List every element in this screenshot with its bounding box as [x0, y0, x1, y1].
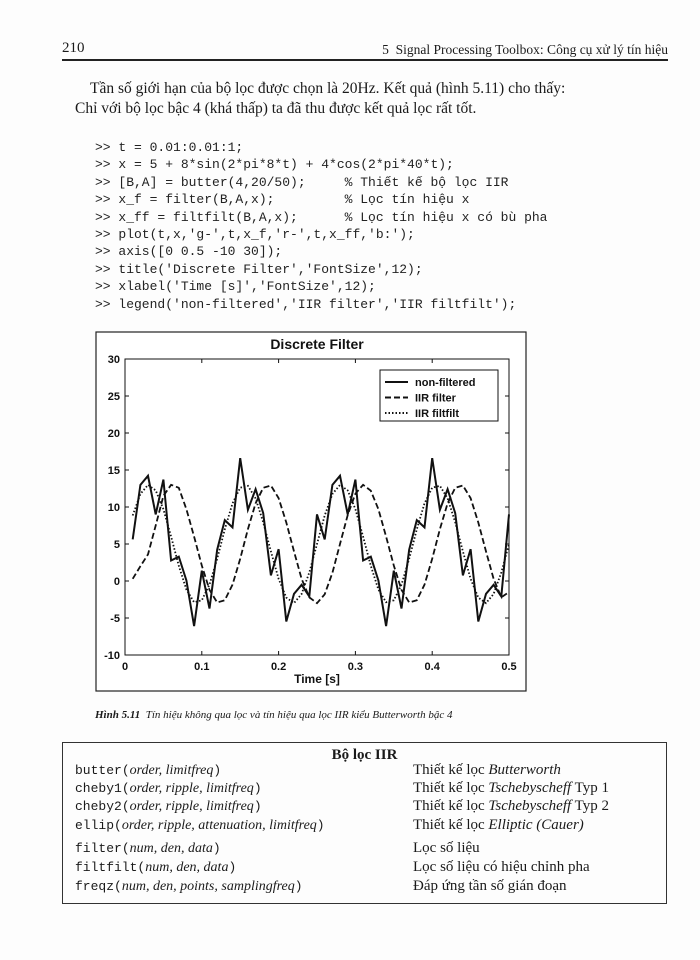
desc: Đáp ứng tần số gián đoạn [413, 878, 567, 894]
desc-italic: Tschebyscheff [488, 798, 572, 814]
y-tick-label: 25 [107, 391, 120, 403]
x-tick-label: 0.1 [194, 661, 210, 673]
paren: ) [213, 763, 222, 778]
x-tick-label: 0.2 [270, 661, 287, 673]
table-row-description [413, 780, 609, 797]
caption-label: Hình 5.11 [95, 709, 141, 721]
y-tick-label: -5 [110, 613, 120, 625]
paren: ) [294, 879, 303, 894]
function-name: filtfilt [75, 860, 138, 875]
desc: Lọc số liệu [413, 840, 480, 856]
y-tick-label: 10 [107, 502, 120, 514]
x-tick-label: 0 [121, 661, 129, 673]
paren: ( [121, 841, 130, 856]
header-rule [62, 59, 668, 61]
y-tick-label: 30 [107, 354, 120, 366]
table-row-function [75, 841, 221, 857]
paren: ) [212, 841, 221, 856]
table-title: Bộ lọc IIR [331, 747, 398, 763]
table-row-function [75, 860, 236, 876]
desc: Thiết kế lọc [413, 817, 489, 833]
x-tick-label: 0.3 [347, 661, 364, 673]
code-line: >> x_ff = filtfilt(B,A,x); % Lọc tín hiệu x có bù pha [95, 209, 548, 225]
function-args: order, ripple, limitfreq [129, 799, 254, 814]
desc-italic: Tschebyscheff [488, 780, 572, 796]
code-line: >> [B,A] = butter(4,20/50); % Thiết kế bộ lọc IIR [95, 174, 509, 190]
paren: ) [253, 799, 262, 814]
y-tick-label: 15 [107, 465, 120, 477]
function-args: num, den, data [145, 860, 229, 875]
paren: ) [228, 860, 237, 875]
table-row-description [413, 798, 609, 815]
function-name: cheby2 [75, 799, 122, 814]
desc-tail: Typ 1 [571, 780, 610, 796]
function-name: freqz [75, 879, 115, 894]
table-row-description [413, 817, 584, 834]
legend-label: non-filtered [415, 377, 476, 389]
code-line: >> x_f = filter(B,A,x); % Lọc tín hiệu x [95, 192, 470, 208]
code-line: >> x = 5 + 8*sin(2*pi*8*t) + 4*cos(2*pi*40*t); [95, 157, 454, 173]
figure-caption [95, 709, 452, 721]
code-line: >> plot(t,x,'g-',t,x_f,'r-',t,x_ff,'b:'); [95, 227, 415, 242]
desc: Thiết kế lọc [413, 780, 489, 796]
desc-italic: Elliptic (Cauer) [488, 817, 584, 833]
paragraph-line: Tần số giới hạn của bộ lọc được chọn là 20Hz. Kết quả (hình 5.11) cho thấy: [90, 80, 566, 97]
function-name: butter [75, 763, 122, 778]
chapter-title: 5 Signal Processing Toolbox: Công cụ xử lý tín hiệu [382, 42, 668, 57]
legend-label: IIR filtfilt [415, 408, 459, 420]
code-line: >> xlabel('Time [s]','FontSize',12); [95, 279, 376, 295]
y-tick-label: -10 [104, 650, 120, 662]
desc: Lọc số liệu có hiệu chỉnh pha [413, 859, 590, 875]
paren: ) [253, 781, 262, 796]
table-row-function [75, 879, 303, 895]
table-row-description [413, 859, 590, 876]
paren: ( [114, 818, 122, 833]
y-tick-label: 5 [113, 539, 120, 551]
table-row-function [75, 799, 262, 815]
desc: Thiết kế lọc [413, 798, 489, 814]
discrete-filter-chart [95, 331, 527, 692]
function-args: num, den, points, samplingfreq [121, 879, 295, 894]
code-line: >> title('Discrete Filter','FontSize',12); [95, 261, 423, 277]
code-line: >> axis([0 0.5 -10 30]); [95, 244, 283, 260]
function-args: order, limitfreq [129, 763, 214, 778]
table-row-function [75, 781, 262, 797]
table-row-description [413, 878, 567, 895]
paren: ( [121, 763, 130, 778]
page-number: 210 [62, 40, 85, 56]
legend-label: IIR filter [415, 392, 456, 405]
x-axis-label: Time [s] [294, 672, 340, 686]
function-args: order, ripple, limitfreq [129, 781, 254, 796]
paren: ( [121, 781, 130, 796]
table-row-function [75, 818, 325, 834]
desc-italic: Butterworth [488, 762, 561, 778]
function-name: filter [75, 841, 122, 856]
function-name: cheby1 [75, 781, 122, 796]
x-tick-label: 0.4 [424, 661, 440, 673]
paren: ( [137, 860, 146, 875]
function-args: order, ripple, attenuation, limitfreq [121, 818, 317, 833]
paren: ) [316, 818, 325, 833]
paren: ( [121, 799, 130, 814]
chart-title: Discrete Filter [270, 336, 364, 352]
table-row-description [413, 840, 480, 857]
code-line: >> legend('non-filtered','IIR filter','IIR filtfilt'); [95, 296, 517, 312]
desc-tail: Typ 2 [571, 798, 610, 814]
function-name: ellip [75, 818, 115, 833]
x-tick-label: 0.5 [501, 661, 517, 673]
paragraph-line: Chỉ với bộ lọc bậc 4 (khá thấp) ta đã thu được kết quả lọc rất tốt. [75, 100, 477, 117]
table-row-description [413, 762, 561, 779]
paren: ( [114, 879, 122, 894]
y-tick-label: 20 [107, 428, 120, 440]
function-args: num, den, data [129, 841, 213, 856]
desc: Thiết kế lọc [413, 762, 489, 778]
y-tick-label: 0 [113, 576, 120, 588]
iir-filter-table [62, 742, 667, 904]
table-row-function [75, 763, 221, 779]
caption-text: Tín hiệu không qua lọc và tín hiệu qua lọc IIR kiểu Butterworth bậc 4 [145, 709, 453, 721]
code-line: >> t = 0.01:0.01:1; [95, 140, 244, 155]
